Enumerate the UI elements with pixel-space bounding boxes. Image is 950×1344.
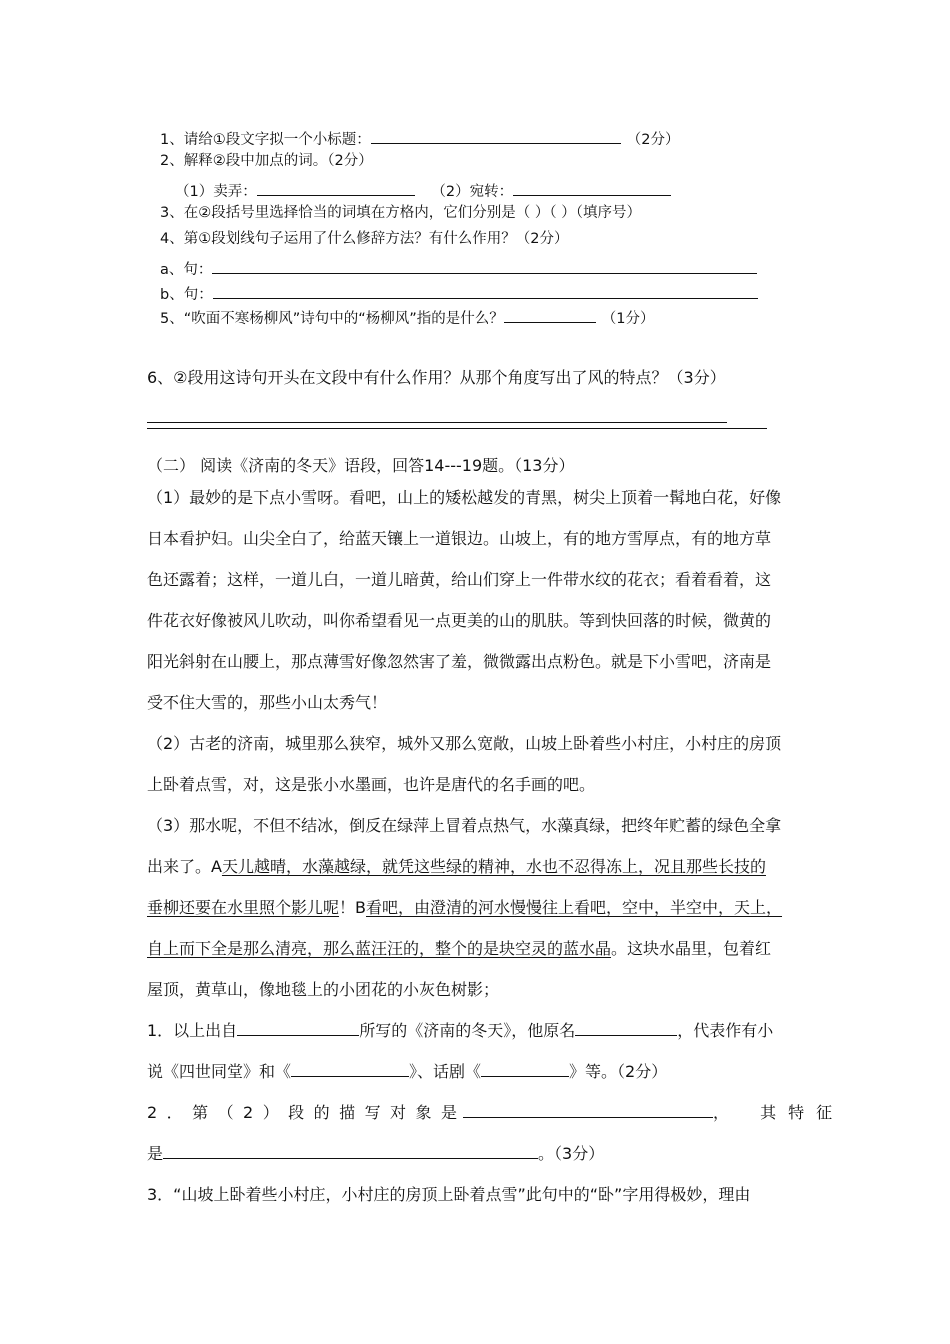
answer-blank-4a[interactable] bbox=[212, 258, 757, 274]
question-b2-text: 。（3分） bbox=[538, 1144, 605, 1163]
question-b1-text: 》、话剧《 bbox=[409, 1062, 482, 1081]
question-b3: 3．“山坡上卧着些小村庄，小村庄的房顶上卧着点雪”此句中的“卧”字用得极妙，理由 bbox=[147, 1185, 751, 1204]
question-4-b bbox=[160, 283, 758, 303]
answer-line-6b[interactable] bbox=[147, 428, 767, 429]
question-1-score: （2分） bbox=[626, 132, 680, 148]
paragraph-3-line-5: 屋顶，黄草山，像地毯上的小团花的小灰色树影； bbox=[147, 980, 500, 999]
answer-blank-5[interactable] bbox=[504, 307, 596, 323]
question-1 bbox=[160, 128, 679, 148]
question-b1-line-2 bbox=[147, 1052, 667, 1092]
paragraph-2-line-1: （2）古老的济南，城里那么狭窄，城外又那么宽敞，山坡上卧着些小村庄，小村庄的房顶 bbox=[147, 734, 782, 753]
underlined-sentence-b-end: 自上而下全是那么清亮，那么蓝汪汪的，整个的是块空灵的蓝水晶 bbox=[147, 939, 612, 958]
question-b1-text: ，代表作有小 bbox=[677, 1021, 774, 1040]
question-b1-text: 1．以上出自 bbox=[147, 1021, 238, 1040]
paragraph-1-line-4: 件花衣好像被风儿吹动，叫你希望看见一点更美的山的肌肤。等到快回落的时候，微黄的 bbox=[147, 611, 772, 630]
question-b2-line-1 bbox=[147, 1093, 833, 1133]
answer-line-6a[interactable] bbox=[147, 422, 727, 423]
paragraph-1-line-5: 阳光斜射在山腰上，那点薄雪好像忽然害了羞，微微露出点粉色。就是下小雪吧，济南是 bbox=[147, 652, 772, 671]
answer-blank-1[interactable] bbox=[371, 128, 621, 144]
paragraph-3-line-4 bbox=[147, 929, 771, 969]
question-b2-text: 是 bbox=[147, 1144, 164, 1163]
question-5-text: 5、“吹面不寒杨柳风”诗句中的“杨柳风”指的是什么？ bbox=[160, 311, 504, 327]
answer-blank-object[interactable] bbox=[463, 1102, 713, 1118]
underlined-sentence-b: 看吧，由澄清的河水慢慢往上看吧，空中，半空中，天上， bbox=[366, 898, 783, 917]
paragraph-1-line-3: 色还露着；这样，一道儿白，一道儿暗黄，给山们穿上一件带水纹的花衣；看着看着，这 bbox=[147, 570, 772, 589]
answer-blank-original-name[interactable] bbox=[575, 1020, 677, 1036]
paragraph-3-text: ！B bbox=[339, 898, 366, 917]
paragraph-1-line-2: 日本看护妇。山尖全白了，给蓝天镶上一道银边。山坡上，有的地方雪厚点，有的地方草 bbox=[147, 529, 772, 548]
answer-blank-author[interactable] bbox=[237, 1020, 359, 1036]
paragraph-3-line-3 bbox=[147, 888, 782, 928]
paragraph-3-text: 。这块水晶里，包着红 bbox=[611, 939, 772, 958]
answer-blank-2b[interactable] bbox=[513, 180, 671, 196]
question-5 bbox=[160, 307, 655, 327]
paragraph-3-text: 出来了。A bbox=[147, 857, 222, 876]
question-4: 4、第①段划线句子运用了什么修辞方法？有什么作用？（2分） bbox=[160, 231, 569, 247]
question-b1-text: 说《四世同堂》和《 bbox=[147, 1062, 292, 1081]
paragraph-3-line-1: （3）那水呢，不但不结冰，倒反在绿萍上冒着点热气，水藻真绿，把终年贮蓄的绿色全拿 bbox=[147, 816, 782, 835]
question-b1-line-1 bbox=[147, 1011, 773, 1051]
question-4-a-label: a、句： bbox=[160, 262, 213, 278]
question-2: 2、解释②段中加点的词。（2分） bbox=[160, 153, 373, 169]
question-2-item-a: （1）卖弄： bbox=[175, 184, 257, 200]
question-2-items bbox=[175, 180, 671, 200]
question-b1-text: 所写的《济南的冬天》，他原名 bbox=[359, 1021, 576, 1040]
question-b2-text: ， bbox=[713, 1103, 730, 1122]
answer-blank-4b[interactable] bbox=[213, 283, 758, 299]
section-2-heading: （二） 阅读《济南的冬天》语段，回答14---19题。（13分） bbox=[147, 456, 575, 475]
answer-blank-feature[interactable] bbox=[163, 1143, 538, 1159]
question-3: 3、在②段括号里选择恰当的词填在方格内，它们分别是（ ）（ ）（填序号） bbox=[160, 205, 641, 221]
answer-blank-drama[interactable] bbox=[481, 1061, 569, 1077]
question-b1-text: 》等。（2分） bbox=[569, 1062, 668, 1081]
answer-blank-2a[interactable] bbox=[257, 180, 415, 196]
paragraph-1-line-1: （1）最妙的是下点小雪呀。看吧，山上的矮松越发的青黑，树尖上顶着一髯地白花，好像 bbox=[147, 488, 782, 507]
answer-blank-novel[interactable] bbox=[291, 1061, 409, 1077]
question-b2-spaced-text: 2 ． 第 （ 2 ） 段 的 描 写 对 象 是 bbox=[147, 1103, 457, 1122]
question-4-a bbox=[160, 258, 757, 278]
paragraph-1-line-6: 受不住大雪的，那些小山太秀气！ bbox=[147, 693, 388, 712]
underlined-sentence-a: 天儿越晴，水藻越绿，就凭这些绿的精神，水也不忍得冻上，况且那些长技的 bbox=[221, 857, 766, 876]
question-2-item-b: （2）宛转： bbox=[431, 184, 514, 200]
question-b2-spaced-tail: 其 特 征 bbox=[760, 1103, 833, 1122]
question-b2-line-2 bbox=[147, 1134, 604, 1174]
question-1-text: 1、请给①段文字拟一个小标题： bbox=[160, 132, 371, 148]
question-6: 6、②段用这诗句开头在文段中有什么作用？从那个角度写出了风的特点？（3分） bbox=[147, 368, 726, 387]
question-4-b-label: b、句： bbox=[160, 287, 213, 303]
paragraph-2-line-2: 上卧着点雪，对，这是张小水墨画，也许是唐代的名手画的吧。 bbox=[147, 775, 596, 794]
underlined-sentence-a-end: 垂柳还要在水里照个影儿呢 bbox=[147, 898, 340, 917]
question-5-score: （1分） bbox=[601, 311, 655, 327]
paragraph-3-line-2 bbox=[147, 847, 766, 887]
